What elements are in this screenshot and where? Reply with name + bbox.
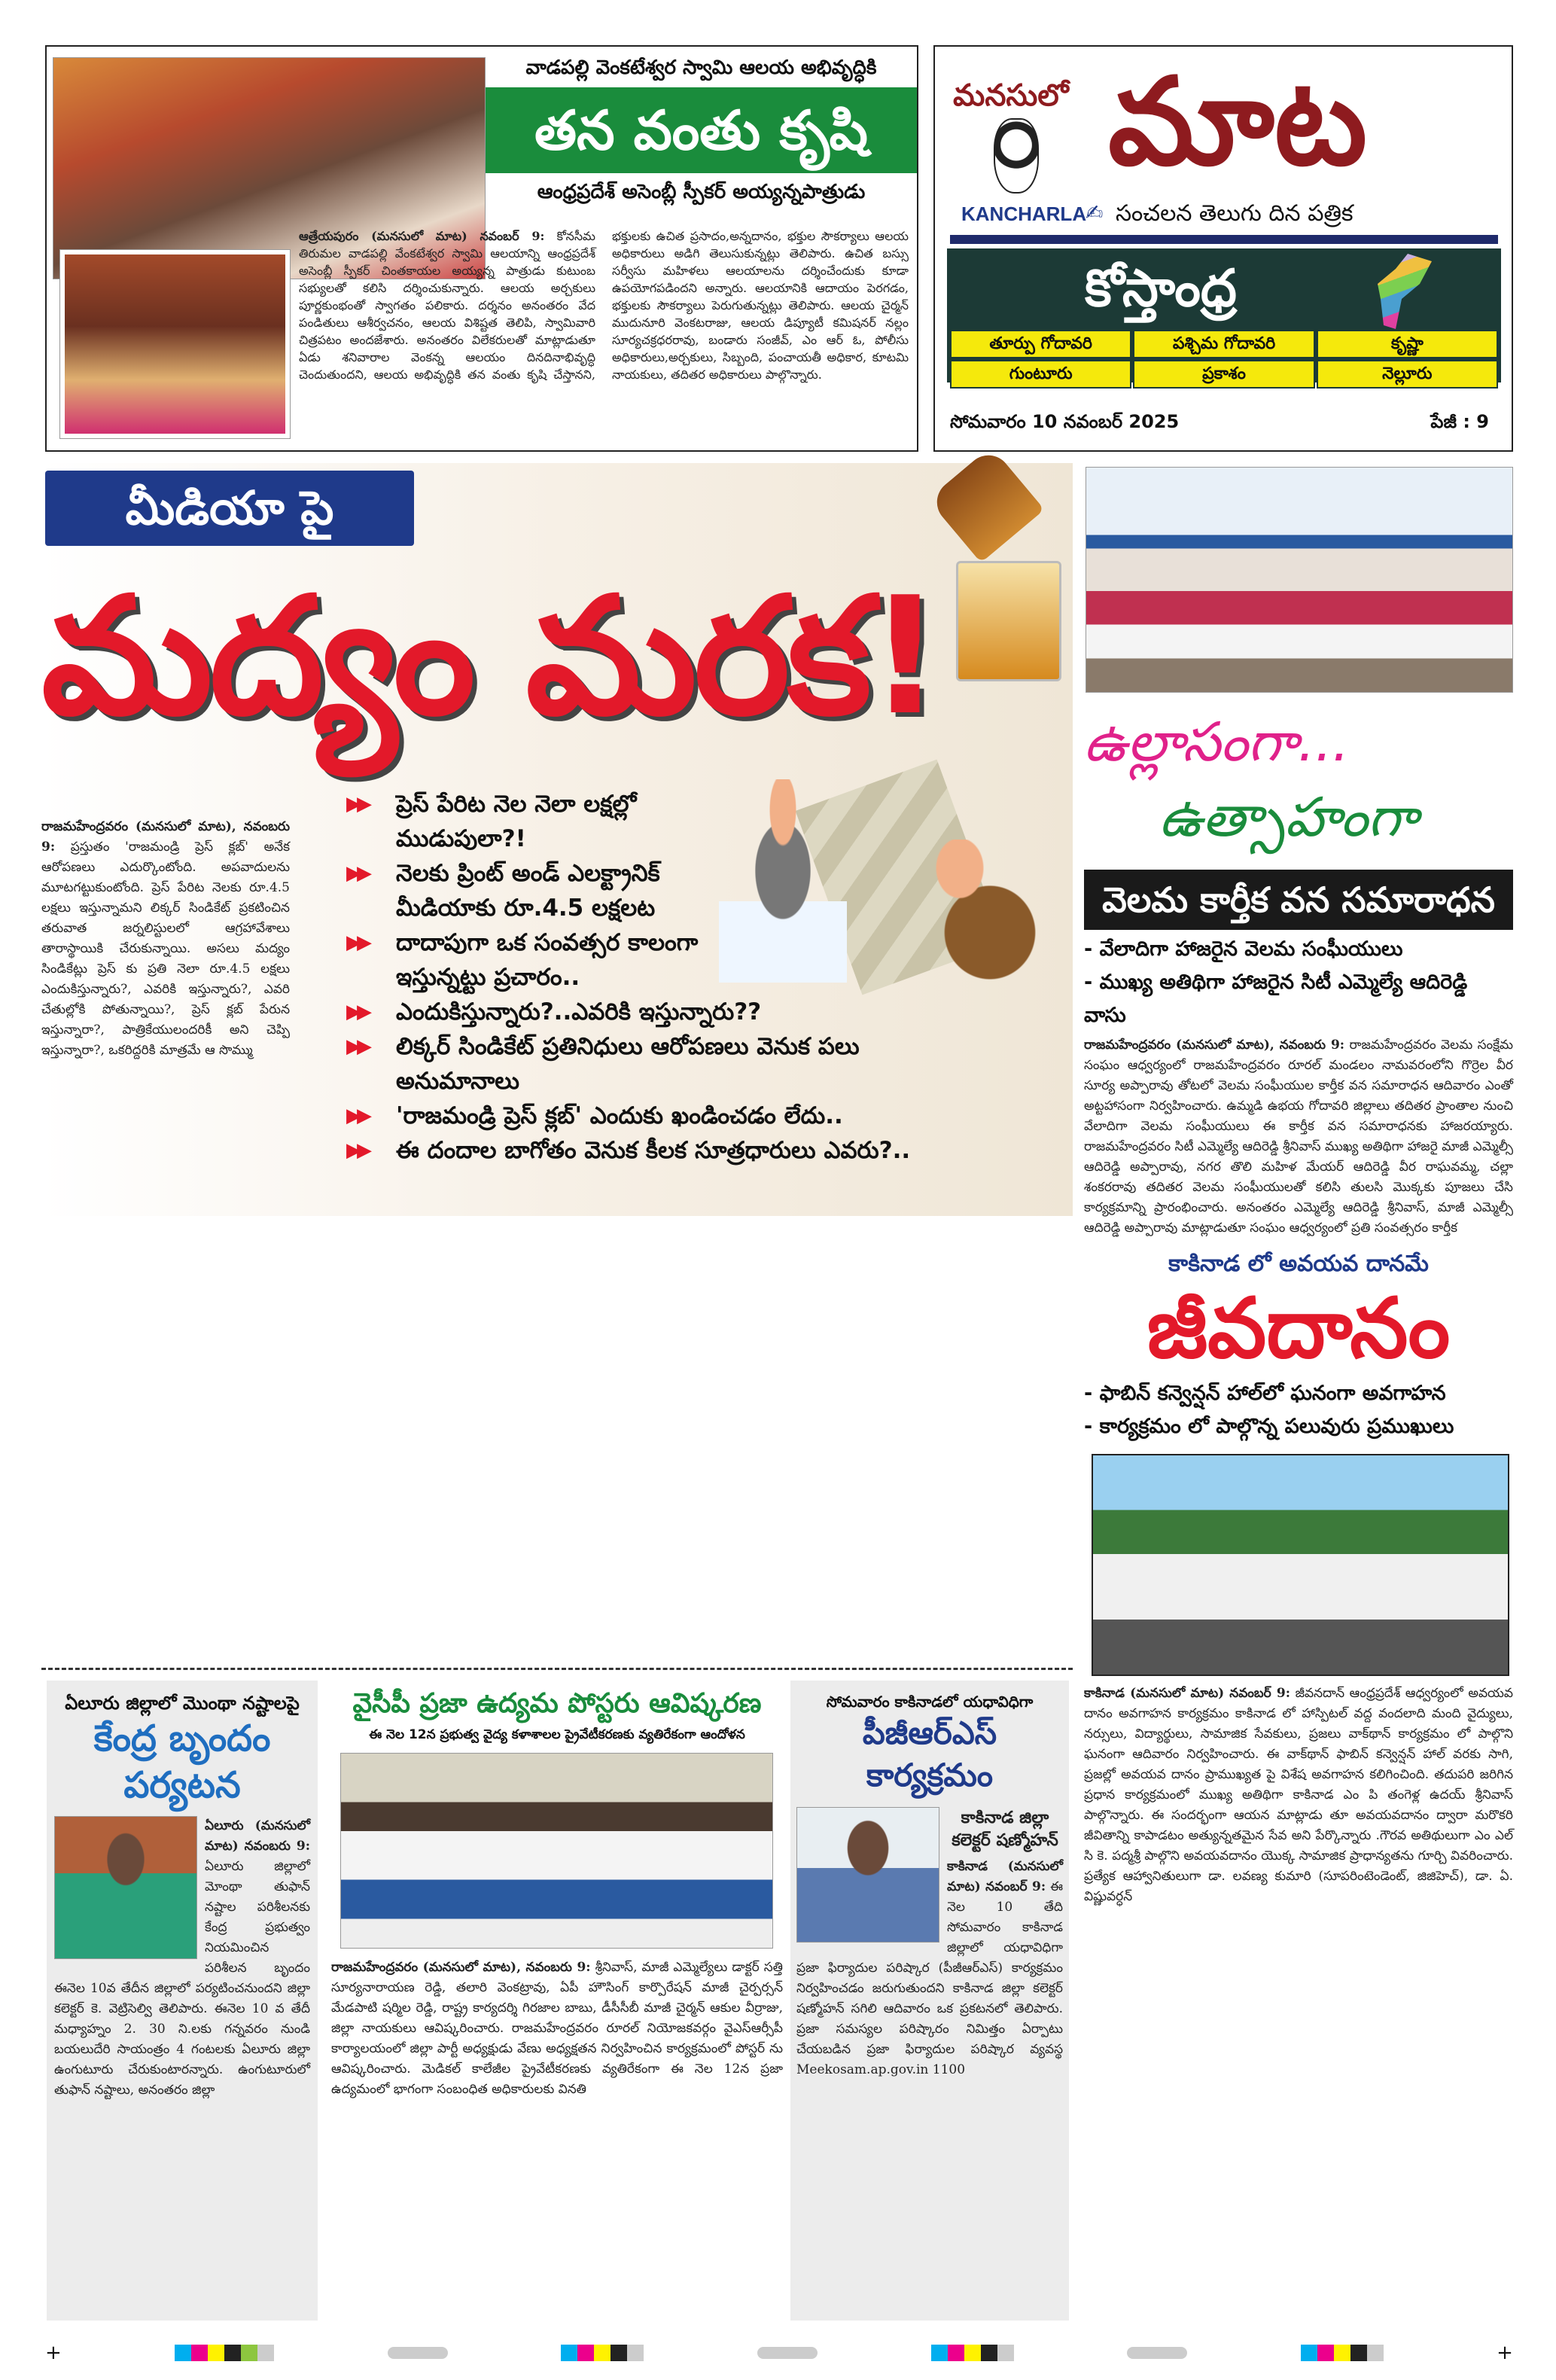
article-text: కోనసీమ తిరుమల వాడపల్లి వేంకటేశ్వర స్వామి ఆలయాన్ని ఆంధ్రప్రదేశ్ అసెంబ్లీ స్పీకర్ చింతకాయల అయ్యన్న పాత్రుడు కుటుంబ సభ్యులతో కలిసి దర్శించుకున్నారు. ఆలయ అర్చకులు పూర్ణకుంభంతో స్వాగతం పలికారు. దర్శనం అనంతరం వేద పండితులు ఆశీర్వచనం, ఆలయ విశిష్టత తెలిపి, స్వామివారి చిత్రపటం అందజేశారు. అనంతరం విలేకరులతో మాట్లాడుతూ ఏడు శనివారాల వెంకన్న ఆలయం దినదినాభివృద్ధి చెందుతుందని, ఆలయ అభివృద్ధికి తన వంతు కృషి చేస్తానని, భక్తులకు ఉచిత ప్రసాదం,అన్నదానం, భక్తుల సౌకర్యాలు ఆలయ అధికారులు అడిగి తెలుసుకున్నట్లు తెలిపారు. ఉచిత బస్సు సర్వీసు మహిళలు ఆలయాలను దర్శించేందుకు కూడా ఉపయోగపడిందని అన్నారు. ఆలయానికి ఆదాయం పెరగడం, భక్తులకు సౌకర్యాలు పెరుగుతున్నట్లు తెలిపారు. ఆలయ చైర్మన్ ముదునూరి వెంకటరాజు, ఆలయ డిప్యూటీ కమిషనర్ నల్లం సూర్యచక్రధరరావు, బండారు సంజీవ్, ఎం ఆర్ ఓ, పోలీసు అధికారులు,అర్చకులు, సిబ్బంది, పంచాయతీ అధికార, కూటమి నాయకులు, తదితర అధికారులు పాల్గొన్నారు. xyxy=(299,229,909,382)
bullet-item: ▶▶ ఎందుకిస్తున్నారు?..ఎవరికి ఇస్తున్నారు?? xyxy=(346,995,964,1029)
collector-vetriselvi-photo xyxy=(54,1816,197,1959)
edition-title: కోస్తాంధ్ర xyxy=(1085,259,1237,318)
lead-kicker: మీడియా పై xyxy=(45,471,414,546)
district-krishna: కృష్ణా xyxy=(1317,330,1498,358)
article-text: జీవనదాన్ ఆంధ్రప్రదేశ్ ఆధ్వర్యంలో అవయవ దానం అవగాహన కార్యక్రమం కాకినాడ లో హాస్పిటల్ వద్ద వందలాది మంది వైద్యులు, నర్సులు, విద్యార్థులు, సామాజిక సేవకులు, ప్రజలు వాక్‌థాన్ కార్యక్రమం లో పాల్గొని ఘనంగా ఆదివారం నిర్వహించారు. ఈ వాక్‌థాన్ ఫాబిన్ కన్వెన్షన్ హాల్ వరకు సాగి, ప్రజల్లో అవయవ దానం ప్రాముఖ్యత పై విశేష అవగాహన కలిగించింది. తదుపరి జరిగిన ప్రధాన కార్యక్రమంలో ముఖ్య అతిథిగా కాకినాడ ఎం పి తంగెళ్ల ఉదయ్ శ్రీనివాస్ పాల్గొన్నారు. ఈ సందర్భంగా ఆయన మాట్లాడు తూ అవయవదానం ద్వారా మరొకరి జీవితాన్ని కాపాడటం అత్యున్నతమైన సేవ అని పేర్కొన్నారు .గౌరవ అతిథులుగా ఎం ఎల్ సి కె. పద్మశ్రీ పాల్గొని అవయవదానం యొక్క సామాజిక ప్రాధాన్యతను గూర్చి వివరించారు. ప్రత్యేక ఆహ్వానితులుగా డా. లవణ్య కుమారి (సూపరింటెండెంట్, జిజిహెచ్), డా. ఏ. విష్ణువర్ధన్ xyxy=(1084,1686,1514,1904)
pgrs-photo-caption: కాకినాడ జిల్లా కలెక్టర్ షణ్మోహన్ xyxy=(952,1809,1058,1850)
page-number: పేజీ : 9 xyxy=(1430,411,1489,432)
dateline: ఏలూరు (మనసులో మాట) నవంబరు 9: xyxy=(205,1818,310,1854)
top-story-box xyxy=(45,45,918,452)
organ-bullet: - ఫాబిన్ కన్వెన్షన్ హాల్‌లో ఘనంగా అవగాహన xyxy=(1084,1382,1446,1405)
issue-date: సోమవారం 10 నవంబర్ 2025 xyxy=(950,411,1180,432)
pen-icon: ✍ xyxy=(1086,200,1104,225)
devotees-photo xyxy=(60,250,290,438)
article-text: ప్రస్తుతం 'రాజమండ్రి ప్రెస్ క్లబ్' అనేక ఆరోపణలు ఎదుర్కొంటోంది. అపవాదులను మూటగట్టుకుంటోంది. ప్రెస్ పేరిట నెలకు రూ.4.5 లక్షలు ఇస్తున్నామని లిక్కర్ సిండికేట్ ప్రకటించిన తరువాత జర్నలిస్టులలో ఆగ్రహావేశాలు తారాస్థాయికి చేరుకున్నాయి. అసలు మద్యం సిండికేట్లు ప్రెస్ కు ప్రతి నెలా రూ.4.5 లక్షలు ఎందుకిస్తున్నారు?, ఎవరికి ఇస్తున్నారు?, ఎవరి చేతుల్లోకి పోతున్నాయి?, ప్రెస్ క్లబ్ పేరున ఇస్తున్నారా?, పాత్రికేయులందరికీ అని చెప్పి ఇస్తున్నారా?, ఒకరిద్దరికి మాత్రమే ఆ సొమ్ము xyxy=(41,840,290,1058)
pgrs-phone: 1100 xyxy=(932,2062,966,2077)
walkathon-photo xyxy=(1092,1454,1509,1676)
top-story-text-column xyxy=(486,54,917,205)
article-text: రాజమహేంద్రవరం వెలమ సంక్షేమ సంఘం ఆధ్వర్యంలో రాజమహేంద్రవరం రూరల్ మండలం నామవరంలోని గొర్రెల వీర సూర్య అప్పారావు తోటలో వెలమ సంఘీయుల కార్తీక వన సమారాధన ఆదివారం ఎంతో అట్టహాసంగా నిర్వహించారు. ఉమ్మడి ఉభయ గోదావరి జిల్లాలు తదితర ప్రాంతాల నుంచి వేలాదిగా వెలమ సంఘీయులు ఈ కార్తీక వన సమారాధనకు హాజరయ్యారు. రాజమహేంద్రవరం సిటీ ఎమ్మెల్యే ఆదిరెడ్డి శ్రీనివాస్ ముఖ్య అతిథిగా హాజరై మాజీ ఎమ్మెల్సీ ఆదిరెడ్డి అప్పారావు, నగర తొలి మహిళ మేయర్ ఆదిరెడ్డి వీర రాఘవమ్మ, చల్లా శంకరరావు తదితర వెలమ సంఘీయులతో కలిసి తులసి మొక్కకు పూజలు చేసి కార్యక్రమాన్ని ప్రారంభించారు. అనంతరం ఎమ్మెల్యే ఆదిరెడ్డి శ్రీనివాస్, మాజీ ఎమ్మెల్సీ ఆదిరెడ్డి అప్పారావు మాట్లాడుతూ సంఘం ఆధ్వర్యంలో ప్రతి సంవత్సరం కార్తీక xyxy=(1084,1038,1513,1236)
lead-bullets xyxy=(346,787,964,1168)
district-prakasam: ప్రకాశం xyxy=(1133,360,1314,389)
pgrs-headline: పీజీఆర్ఎస్ కార్యక్రమం xyxy=(862,1714,997,1793)
color-swatches xyxy=(561,2345,644,2361)
article-text: ఏలూరు జిల్లాలో మోంథా తుఫాన్ నష్టాల పరిశీలనకు కేంద్ర ప్రభుత్వం నియమించిన పరిశీలన బృందం ఈనెల 10వ తేదీన జిల్లాలో పర్యటించనుందని జిల్లా కలెక్టర్ కె. వెట్రిసెల్వి తెలిపారు. ఈనెల 10 వ తేదీ మధ్యాహ్నం 2. 30 ని.లకు గన్నవరం నుండి బయలుదేరి సాయంత్రం 4 గంటలకు ఏలూరు జిల్లా ఉంగుటూరు చేరుకుంటారన్నారు. ఉంగుటూరులో తుఫాన్ నష్టాలు, అనంతరం జిల్లా xyxy=(54,1859,310,2098)
bullet-item: ▶▶ నెలకు ప్రింట్ అండ్ ఎలక్ట్రానిక్ మీడియాకు రూ.4.5 లక్షలట xyxy=(346,856,708,925)
arrow-icon: ▶▶ xyxy=(346,793,367,815)
publisher-name: KANCHARLA xyxy=(961,203,1087,225)
district-nellore: నెల్లూరు xyxy=(1317,360,1498,389)
district-guntur: గుంటూరు xyxy=(950,360,1131,389)
bullet-item: ▶▶ ఈ దందాల బాగోతం వెనుక కీలక సూత్రధారులు ఎవరు?.. xyxy=(346,1133,964,1168)
right-column xyxy=(1084,704,1513,1907)
masthead-tagline: సంచలన తెలుగు దిన పత్రిక xyxy=(1116,200,1354,227)
district-west-godavari: పశ్చిమ గోదావరి xyxy=(1133,330,1314,358)
article-text: శ్రీనివాస్, మాజీ ఎమ్మెల్యేలు డాక్టర్ సత్తి సూర్యనారాయణ రెడ్డి, తలారి వెంకట్రావు, ఏపీ హౌసింగ్ కార్పొరేషన్ మాజీ చైర్పర్సన్ మేడపాటి షర్మిల రెడ్డి, రాష్ట్ర కార్యదర్శి గిరజాల బాబు, డీసీసీబీ మాజీ చైర్మన్ ఆకుల వీర్రాజు, జిల్లా నాయకులు ఆవిష్కరించారు. రాజమహేంద్రవరం రూరల్ నియోజకవర్గం వైఎస్ఆర్సీపీ కార్యాలయంలో జిల్లా పార్టీ అధ్యక్షుడు వేణు అధ్యక్షతన నిర్వహించిన కార్యక్రమంలో పోస్టర్ ను ఆవిష్కరించారు. మెడికల్ కాలేజీల ప్రైవేటీకరణకు వ్యతిరేకంగా ఈ నెల 12న ప్రజా ఉద్యమంలో భాగంగా సంబంధిత అధికారులకు వినతి xyxy=(331,1960,783,2097)
dateline: కాకినాడ (మనసులో మాట) నవంబర్ 9: xyxy=(1084,1686,1290,1701)
velama-body xyxy=(1084,1035,1513,1239)
top-story-kicker: వాడపల్లి వెంకటేశ్వర స్వామి ఆలయ అభివృద్ధికి xyxy=(525,56,877,79)
top-story-body xyxy=(299,227,909,383)
arrow-icon: ▶▶ xyxy=(346,1139,367,1162)
headline-band xyxy=(486,87,917,173)
bullet-item: ▶▶ 'రాజమండ్రి ప్రెస్ క్లబ్' ఎందుకు ఖండించడం లేదు.. xyxy=(346,1099,964,1133)
velama-headline-2: ఉత్సాహంగా xyxy=(1159,785,1418,849)
velama-bullet: - వేలాదిగా హాజరైన వెలమ సంఘీయులు xyxy=(1084,937,1403,961)
top-story-headline: తన వంతు కృషి xyxy=(534,99,869,162)
eluru-kicker: ఏలూరు జిల్లాలో మొంథా నష్టాలపై xyxy=(65,1693,300,1714)
district-east-godavari: తూర్పు గోదావరి xyxy=(950,330,1131,358)
liquor-glass-illustration xyxy=(956,561,1061,681)
pgrs-body xyxy=(796,1807,1063,2080)
dateline: రాజమహేంద్రవరం (మనసులో మాట), నవంబరు 9: xyxy=(41,819,290,855)
top-story-subhead: ఆంధ్రప్రదేశ్ అసెంబ్లీ స్పీకర్ అయ్యన్నపాత్రుడు xyxy=(537,181,866,203)
velama-event-photo xyxy=(1086,467,1513,693)
color-swatches xyxy=(1301,2345,1384,2361)
gray-swatch xyxy=(1127,2347,1187,2359)
navy-rule xyxy=(950,235,1498,244)
founder-portrait xyxy=(994,118,1039,194)
dateline: రాజమహేంద్రవరం (మనసులో మాట), నవంబరు 9: xyxy=(1084,1038,1345,1053)
dateline: కాకినాడ (మనసులో మాట) నవంబర్ 9: xyxy=(947,1859,1063,1894)
poster-launch-photo xyxy=(340,1753,773,1949)
velama-headline-1: ఉల్లాసంగా... xyxy=(1084,710,1350,773)
organ-kicker: కాకినాడ లో అవయవ దానమే xyxy=(1168,1251,1429,1277)
pgrs-website: Meekosam.ap.gov.in xyxy=(796,2062,929,2077)
registration-mark-icon: + xyxy=(1497,2342,1513,2364)
masthead xyxy=(933,45,1513,452)
color-swatches xyxy=(931,2345,1014,2361)
masthead-title: మాట xyxy=(1108,51,1368,192)
ysrcp-story xyxy=(331,1681,783,2100)
bullet-item: ▶▶ ప్రెస్ పేరిట నెల నెలా లక్షల్లో ముడుపులా?! xyxy=(346,787,708,856)
arrow-icon: ▶▶ xyxy=(346,1035,367,1058)
eluru-body xyxy=(54,1816,310,2101)
dateline: ఆత్రేయపురం (మనసులో మాట) నవంబర్ 9: xyxy=(299,229,545,243)
velama-bullet: - ముఖ్య అతిథిగా హాజరైన సిటీ ఎమ్మెల్యే ఆదిరెడ్డి వాసు xyxy=(1084,971,1468,1027)
gray-swatch xyxy=(757,2347,818,2359)
eluru-headline: కేంద్ర బృందం పర్యటన xyxy=(93,1717,271,1806)
gray-swatch xyxy=(388,2347,448,2359)
district-grid xyxy=(950,330,1498,389)
velama-banner: వెలమ కార్తీక వన సమారాధన xyxy=(1084,870,1513,930)
collector-shanmohan-photo xyxy=(796,1807,939,1943)
pgrs-story xyxy=(790,1681,1069,2321)
arrow-icon: ▶▶ xyxy=(346,862,367,885)
ysrcp-headline: వైసీపీ ప్రజా ఉద్యమ పోస్టరు ఆవిష్కరణ xyxy=(352,1688,762,1719)
print-registration-bar xyxy=(45,2342,1513,2364)
arrow-icon: ▶▶ xyxy=(346,1105,367,1127)
organ-body xyxy=(1084,1684,1513,1907)
ysrcp-body xyxy=(331,1958,783,2100)
pgrs-kicker: సోమవారం కాకినాడలో యధావిధిగా xyxy=(826,1693,1034,1711)
masthead-small-name: మనసులో xyxy=(953,78,1069,113)
organ-headline: జీవదానం xyxy=(1146,1280,1451,1376)
dateline: రాజమహేంద్రవరం (మనసులో మాట), నవంబరు 9: xyxy=(331,1960,591,1975)
bullet-item: ▶▶ దాదాపుగా ఒక సంవత్సర కాలంగా ఇస్తున్నట్టు ప్రచారం.. xyxy=(346,925,708,995)
lead-story-body xyxy=(41,817,290,1061)
bullet-item: ▶▶ లిక్కర్ సిండికేట్ ప్రతినిధులు ఆరోపణలు వెనుక పలు అనుమానాలు xyxy=(346,1029,964,1099)
lead-headline: మద్యం మరక! xyxy=(41,562,939,751)
arrow-icon: ▶▶ xyxy=(346,931,367,954)
lead-story xyxy=(41,463,1073,1660)
eluru-story xyxy=(47,1681,318,2321)
dashed-divider xyxy=(41,1668,1073,1670)
arrow-icon: ▶▶ xyxy=(346,1001,367,1023)
registration-mark-icon: + xyxy=(45,2342,62,2364)
ysrcp-subhead: ఈ నెల 12న ప్రభుత్వ వైద్య కళాశాలల ప్రైవేటీకరణకు వ్యతిరేకంగా ఆందోళన xyxy=(369,1727,745,1742)
article-text: ఈ నెల 10 తేది సోమవారం కాకినాడ జిల్లాలో యధావిధిగా ప్రజా ఫిర్యాదుల పరిష్కార (పీజీఆర్ఎస్) కార్యక్రమం నిర్వహించడం జరుగుతుందని కాకినాడ జిల్లా కలెక్టర్ షణ్మోహన్ సగిలి ఆదివారం ఒక ప్రకటనలో తెలిపారు. ప్రజా సమస్యల పరిష్కారం నిమిత్తం ఏర్పాటు చేయబడిన ప్రజా ఫిర్యాదుల పరిష్కార వ్యవస్థ xyxy=(796,1879,1064,2057)
organ-bullet: - కార్యక్రమం లో పాల్గొన్న పలువురు ప్రముఖులు xyxy=(1084,1415,1454,1438)
color-swatches xyxy=(175,2345,274,2361)
